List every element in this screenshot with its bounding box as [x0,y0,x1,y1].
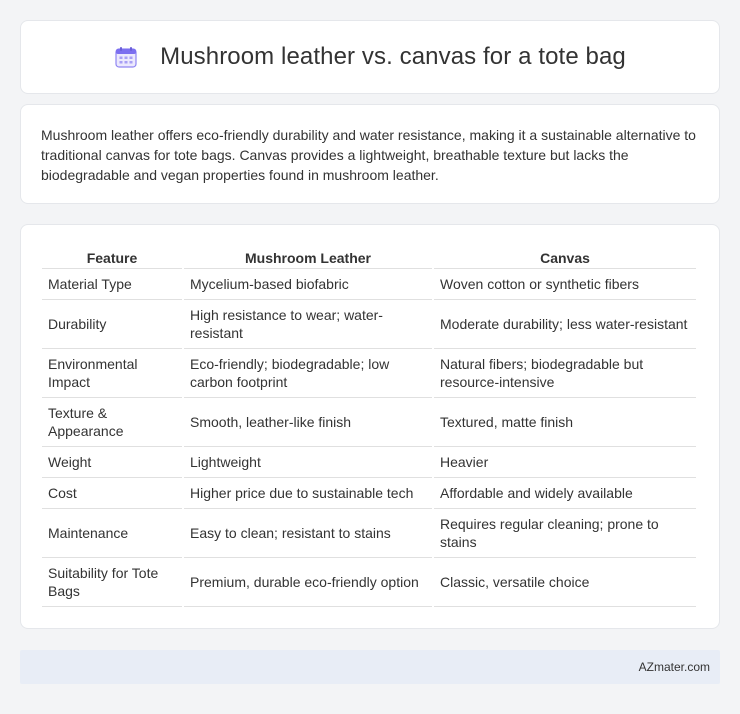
mushroom-leather-cell: Premium, durable eco-friendly option [184,558,432,607]
table-row [42,300,696,349]
feature-cell: Maintenance [42,509,182,558]
canvas-cell: Classic, versatile choice [434,558,696,607]
header-canvas: Canvas [434,243,696,269]
footer-brand: AZmater.com [638,660,710,674]
comparison-table-card [20,224,720,629]
table-row [42,398,696,447]
canvas-cell: Heavier [434,447,696,478]
page-title: Mushroom leather vs. canvas for a tote bag [160,43,626,70]
table-row [42,558,696,607]
feature-cell: Weight [42,447,182,478]
summary-text: Mushroom leather offers eco-friendly durability and water resistance, making it a sustainable alternative to traditional canvas for tote bags. Canvas provides a lightweight, breathable texture but lacks the biodegradable and vegan properties found in mushroom leather. [41,127,696,183]
header-mushroom-leather: Mushroom Leather [184,243,432,269]
table-row [42,349,696,398]
mushroom-leather-cell: Higher price due to sustainable tech [184,478,432,509]
mushroom-leather-cell: High resistance to wear; water-resistant [184,300,432,349]
table-header-row [42,243,696,269]
mushroom-leather-cell: Mycelium-based biofabric [184,269,432,300]
mushroom-leather-cell: Easy to clean; resistant to stains [184,509,432,558]
summary-card [20,104,720,204]
header-feature: Feature [42,243,182,269]
title-wrap [114,43,626,71]
calendar-icon [114,45,138,69]
feature-cell: Material Type [42,269,182,300]
feature-cell: Texture & Appearance [42,398,182,447]
feature-cell: Environmental Impact [42,349,182,398]
table-row [42,509,696,558]
canvas-cell: Woven cotton or synthetic fibers [434,269,696,300]
feature-cell: Suitability for Tote Bags [42,558,182,607]
feature-cell: Cost [42,478,182,509]
mushroom-leather-cell: Lightweight [184,447,432,478]
footer-bar [20,650,720,684]
feature-cell: Durability [42,300,182,349]
canvas-cell: Natural fibers; biodegradable but resource-intensive [434,349,696,398]
canvas-cell: Moderate durability; less water-resistant [434,300,696,349]
table-row [42,478,696,509]
canvas-cell: Textured, matte finish [434,398,696,447]
canvas-cell: Affordable and widely available [434,478,696,509]
table-row [42,269,696,300]
table-row [42,447,696,478]
header-card [20,20,720,94]
canvas-cell: Requires regular cleaning; prone to stains [434,509,696,558]
mushroom-leather-cell: Smooth, leather-like finish [184,398,432,447]
mushroom-leather-cell: Eco-friendly; biodegradable; low carbon footprint [184,349,432,398]
comparison-table [40,243,698,607]
